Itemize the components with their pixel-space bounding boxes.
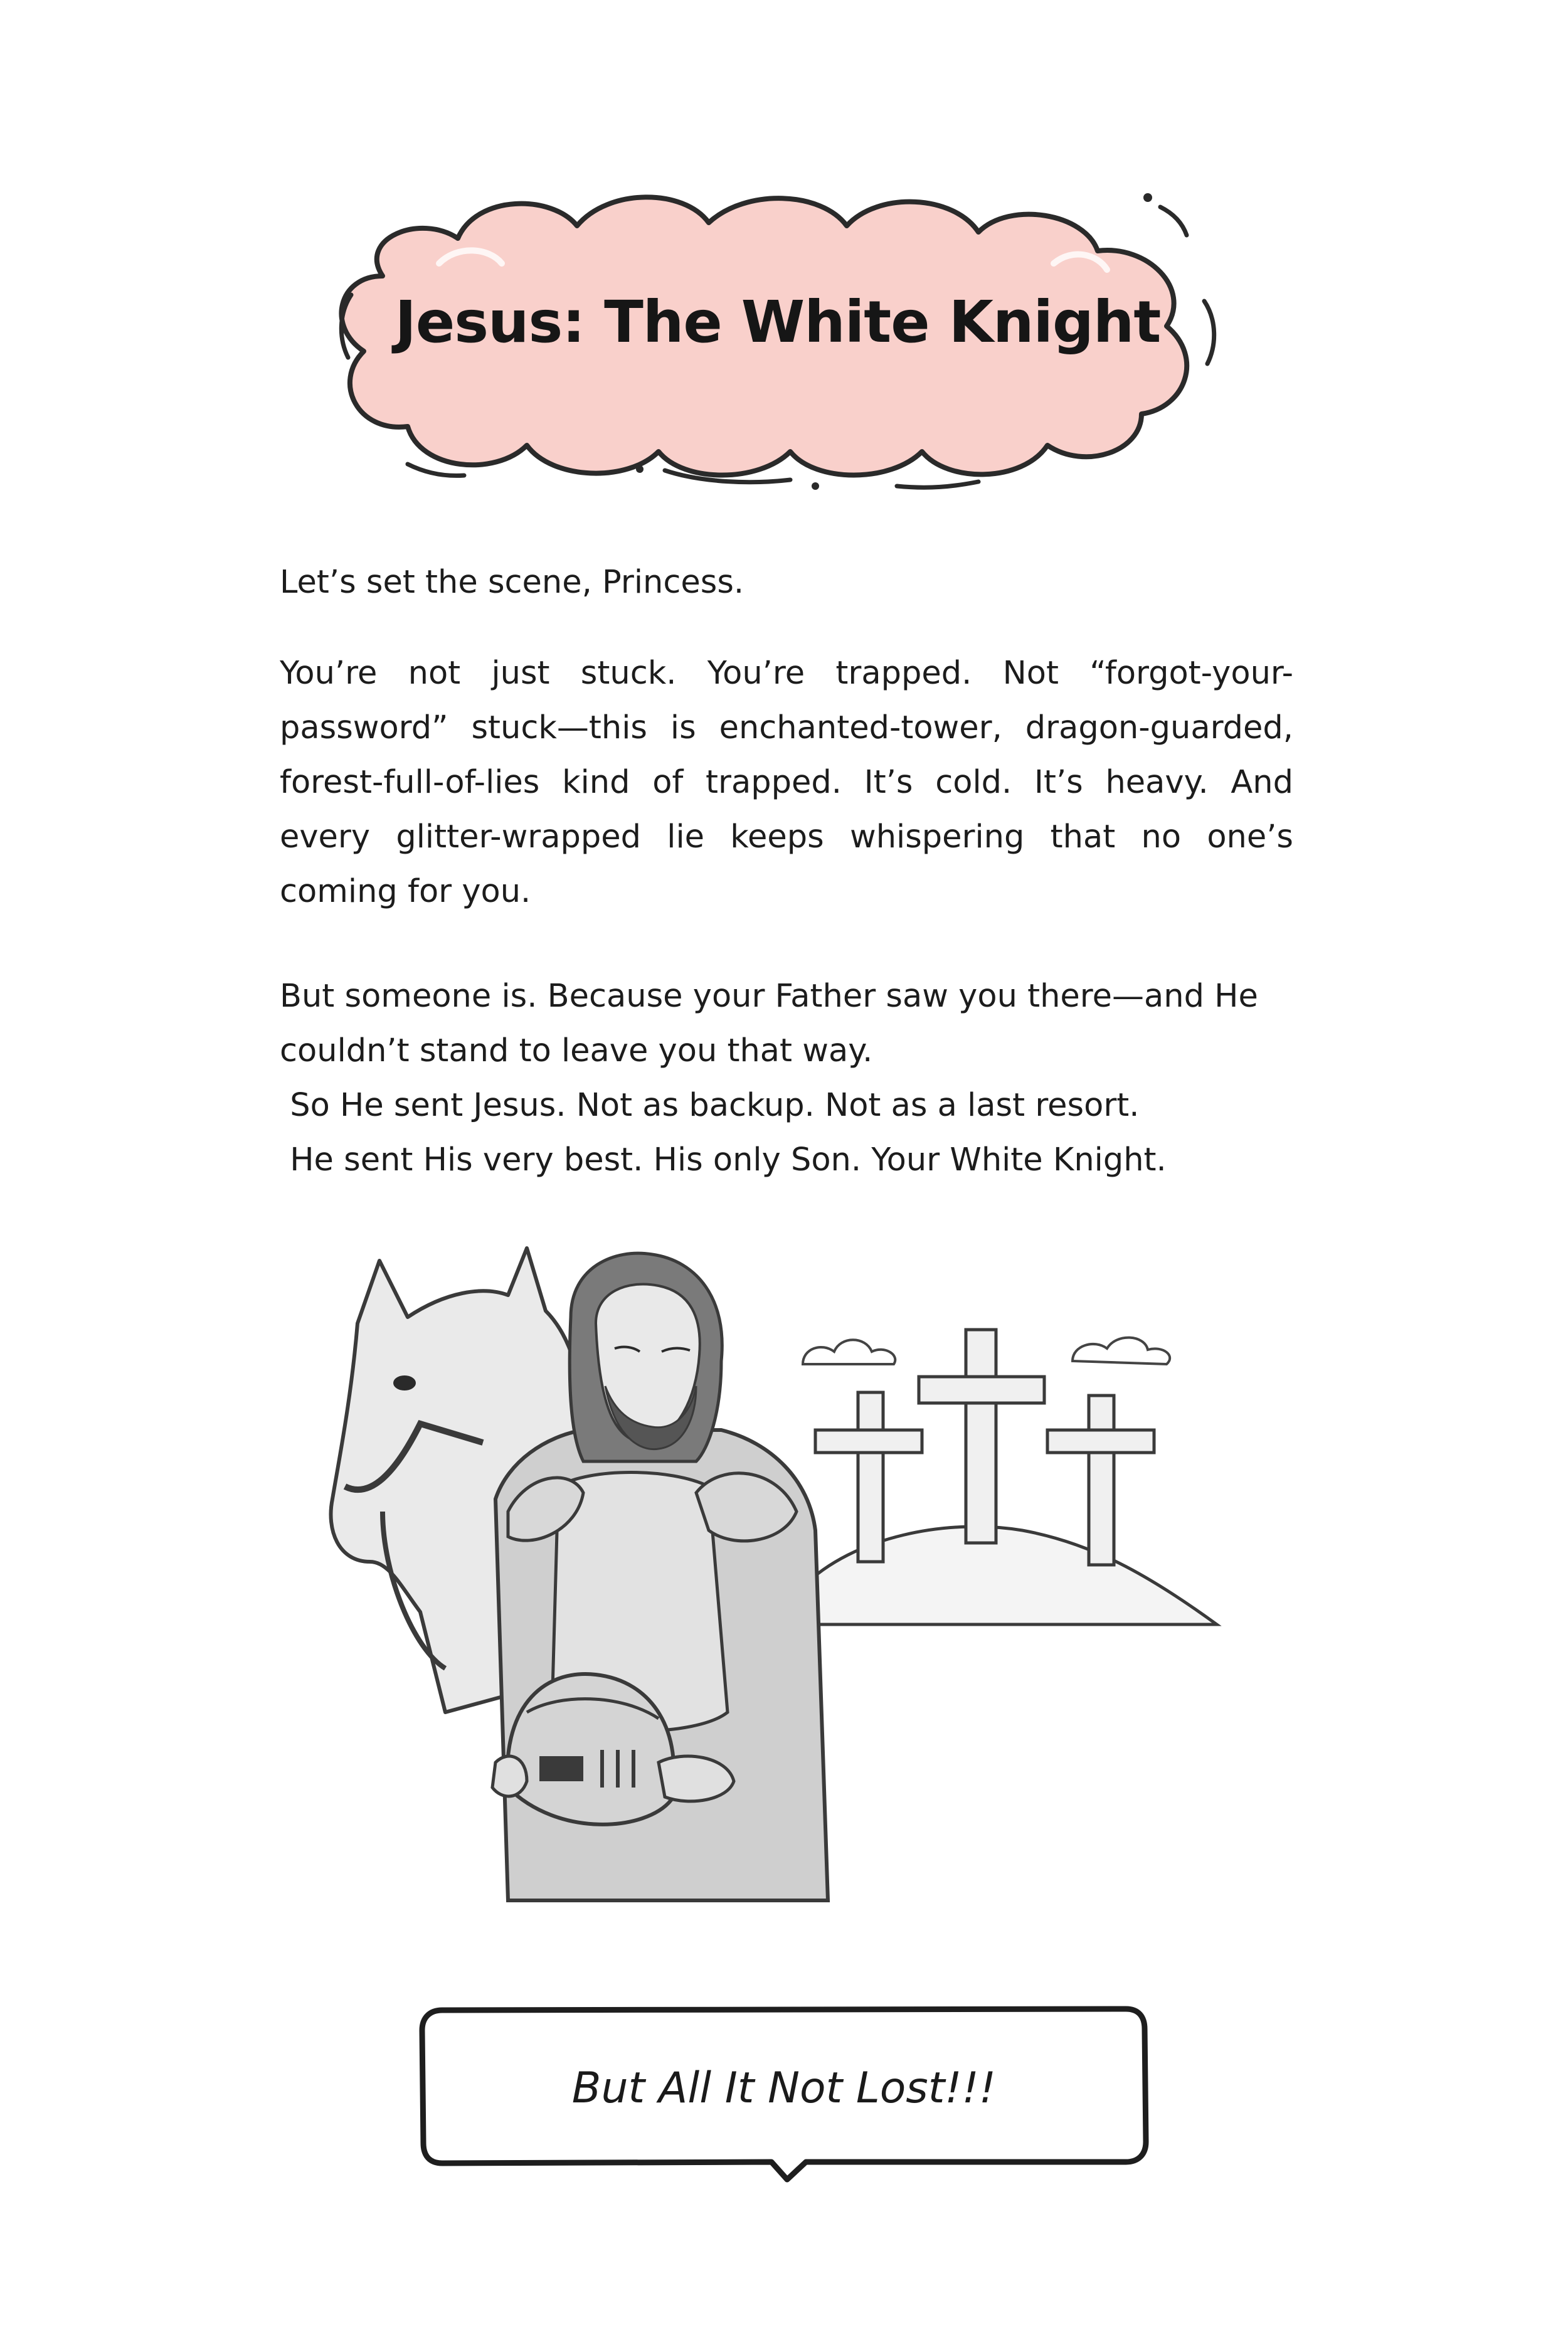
paragraph-line: But someone is. Because your Father saw you there—and He couldn’t stand to leave you that way. <box>280 978 1258 1069</box>
knight-illustration <box>320 1236 1229 1907</box>
page-title: Jesus: The White Knight <box>395 289 1161 356</box>
paragraph-text: Let’s set the scene, Princess. <box>280 564 744 601</box>
paragraph-trapped <box>280 646 1293 919</box>
paragraph-line: He sent His very best. His only Son. Your White Knight. <box>280 1142 1167 1179</box>
paragraph-text: You’re not just stuck. You’re trapped. Not “forgot-your-password” stuck—this is enchanted-tower, dragon-guarded, forest-full-of-lies kind of trapped. It’s cold. It’s heavy. And every glitter-wrapped lie keeps whispering that no one’s coming for you. <box>280 655 1293 910</box>
paragraph-intro <box>280 555 1293 610</box>
callout-text: But All It Not Lost!!! <box>571 2063 997 2113</box>
title-banner <box>314 169 1242 495</box>
callout-bubble <box>417 1998 1151 2186</box>
paragraph-line: So He sent Jesus. Not as backup. Not as a last resort. <box>280 1087 1140 1124</box>
paragraph-rescue <box>280 969 1293 1187</box>
